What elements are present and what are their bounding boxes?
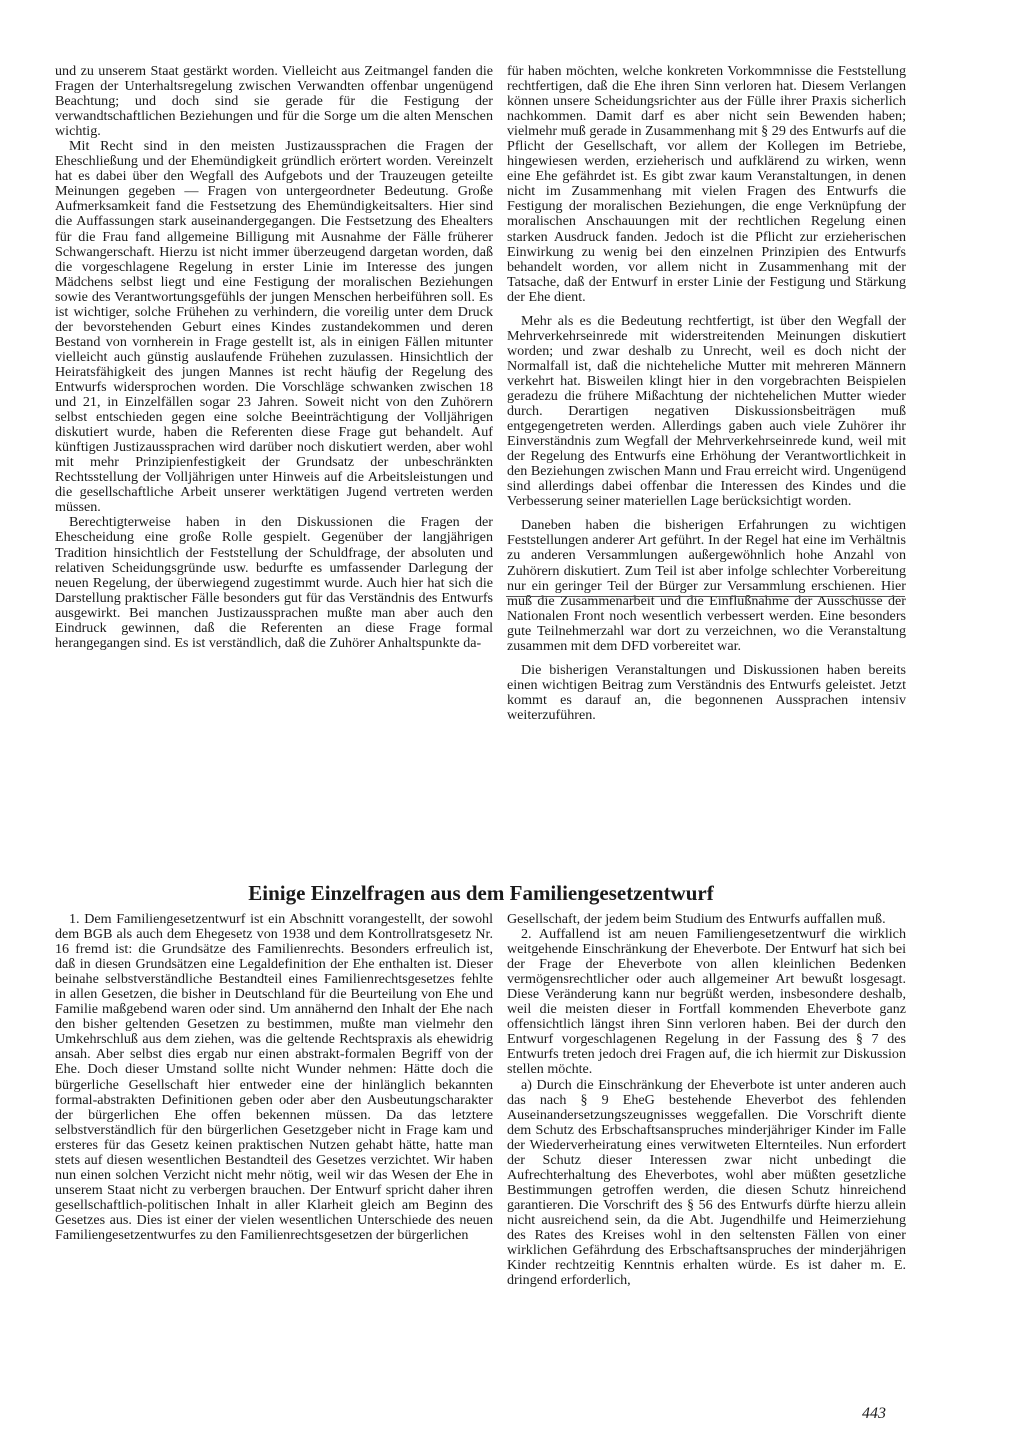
paragraph: 2. Auffallend ist am neuen Familiengesetzentwurf die wirklich weitgehende Einschränkung der Eheverbote. Der Entwurf hat sich bei der Frage der Eheverbote von allen kleinlichen Bedenken vermögensrechtlicher oder auch allgemeiner Art bewußt losgesagt. Diese Veränderung kann nur begrüßt werden, insbesondere deshalb, weil die meisten dieser in Fortfall kommenden Eheverbote ganz offensichtlich längst ihren Sinn verloren haben. Bei der durch den Entwurf vorgeschlagenen Regelung in der Fassung des § 7 des Entwurfs treten jedoch drei Fragen auf, die ich hiermit zur Diskussion stellen möchte. <box>507 926 906 1078</box>
top-right-column <box>507 64 906 723</box>
paragraph: Berechtigterweise haben in den Diskussionen die Fragen der Ehescheidung eine große Rolle gespielt. Gegenüber der langjährigen Tradition hinsichtlich der Feststellung der Schuldfrage, der absoluten und relativen Scheidungsgründe usw. bedurfte es umfassender Darlegung der neuen Regelung, der überwiegend zugestimmt wurde. Auch hier hat sich die Darstellung praktischer Fälle besonders gut für das Verständnis des Entwurfs ausgewirkt. Bei manchen Justizaussprachen mußte man aber auch den Eindruck gewinnen, daß die Referenten an diese Frage formal herangegangen sind. Es ist verständlich, daß die Zuhörer Anhaltspunkte da- <box>55 514 493 651</box>
paragraph: a) Durch die Einschränkung der Eheverbote ist unter anderen auch das nach § 9 EheG bestehende Eheverbot des fehlenden Auseinandersetzungszeugnisses weggefallen. Die Vorschrift diente dem Schutz des Erbschaftsanspruches minderjähriger Kinder im Falle der Wiederverheiratung eines verwitweten Elternteiles. Nun erfordert der Schutz dieser Interessen zwar nicht unbedingt die Aufrechterhaltung des Eheverbotes, wohl aber müßten gesetzliche Bestimmungen getroffen werden, die diesen Schutz hinreichend garantieren. Die Vorschrift des § 56 des Entwurfs dürfte hierzu allein nicht ausreichend sein, da die Abt. Jugendhilfe und Heimerziehung des Rates des Kreises wohl in den seltensten Fällen von einer wirklichen Gefährdung des Erbschaftsanspruches der minderjährigen Kinder rechtzeitig Kenntnis erhalten würde. Es ist daher m. E. dringend erforderlich, <box>507 1076 906 1289</box>
paragraph: und zu unserem Staat gestärkt worden. Vielleicht aus Zeitmangel fanden die Fragen der Unterhaltsregelung zwischen Verwandten offenbar ungenügend Beachtung; und doch sind sie gerade für die Festigung der verwandtschaftlichen Beziehungen und für die Sorge um die alten Menschen wichtig. <box>55 63 493 140</box>
page-number: 443 <box>862 1405 886 1422</box>
paragraph: Daneben haben die bisherigen Erfahrungen zu wichtigen Feststellungen anderer Art geführt. In der Regel hat eine im Verhältnis zu anderen Versammlungen außergewöhnlich hohe Anzahl von Zuhörern diskutiert. Zum Teil ist aber infolge schlechter Vorbereitung nur ein geringer Teil der Bürger zur Versammlung erschienen. Hier muß die Zusammenarbeit und die Einflußnahme der Ausschüsse der Nationalen Front noch wesentlich verbessert werden. Eine besonders gute Teilnehmerzahl war dort zu verzeichnen, wo die Veranstaltung zusammen mit dem DFD vorbereitet war. <box>507 517 906 654</box>
paragraph: Mit Recht sind in den meisten Justizaussprachen die Fragen der Eheschließung und der Ehemündigkeit gründlich erörtert worden. Vereinzelt hat es dabei über den Wegfall des Aufgebots und der Trauzeugen geteilte Meinungen gegeben — Fragen von untergeordneter Bedeutung. Große Aufmerksamkeit fand die Festsetzung des Ehemündigkeitsalters. Hier sind die Auffassungen stark auseinandergegangen. Die Festsetzung des Ehealters für die Frau fand allgemeine Billigung mit Ausnahme der Fälle früherer Schwangerschaft. Hierzu ist nicht immer überzeugend dargetan worden, daß die vorgeschlagene Regelung in erster Linie im Interesse des jungen Mädchens selbst liegt und eine Festigung der moralischen Beziehungen sowie des Verantwortungsgefühls der jungen Menschen herbeiführen soll. Es ist wichtiger, solche Frühehen zu verhindern, die voreilig unter dem Druck der bevorstehenden Geburt eines Kindes zustandekommen und deren Bestand von vornherein in Frage gestellt ist, als in einigen Fällen mitunter vielleicht auch günstig auslaufende Frühehen zuzulassen. Hinsichtlich der Heiratsfähigkeit des jungen Mannes ist recht häufig der Regelung des Entwurfs widersprochen worden. Die Vorschläge schwanken zwischen 18 und 21, in Einzelfällen sogar 23 Jahren. Soweit nicht von den Zuhörern selbst entschieden gegen eine solche Beeinträchtigung der Volljährigen diskutiert wurde, haben die Referenten diese Frage gut behandelt. Auf künftigen Justizaussprachen wird darüber noch diskutiert werden, aber wohl mit mehr Prinzipienfestigkeit der Grundsatz der unbeschränkten Rechtsstellung der Volljährigen unter Hinweis auf die Arbeitsleistungen und die gesellschaftliche Arbeit unserer werktätigen Jugend vertreten werden müssen. <box>55 138 493 516</box>
paragraph: für haben möchten, welche konkreten Vorkommnisse die Feststellung rechtfertigen, daß die Ehe ihren Sinn verloren hat. Diesem Verlangen können unsere Scheidungsrichter aus der Fülle ihrer Praxis sicherlich nachkommen. Damit darf es aber nicht sein Bewenden haben; vielmehr muß gerade in Zusammenhang mit § 29 des Entwurfs auf die Pflicht der Gesellschaft, vor allem der Kollegen im Betriebe, hingewiesen werden, erzieherisch und aufklärend zu wirken, wenn eine Ehe gefährdet ist. Es gibt zwar kaum Veranstaltungen, in denen nicht im Zusammenhang mit vielen Fragen des Entwurfs die Festigung der moralischen Beziehungen, die enge Verknüpfung der moralischen Anschauungen mit der rechtlichen Regelung einen starken Ausdruck fanden. Jedoch ist die Pflicht zur erzieherischen Einwirkung zu wenig bei den einzelnen Prinzipien des Entwurfs behandelt worden, vor allem nicht in Zusammenhang mit der Tatsache, daß der Entwurf in erster Linie der Festigung und Stärkung der Ehe dient. <box>507 63 906 305</box>
paragraph: Gesellschaft, der jedem beim Studium des Entwurfs auffallen muß. <box>507 911 886 927</box>
paragraph: Mehr als es die Bedeutung rechtfertigt, ist über den Wegfall der Mehrverkehrseinrede mit widerstreitenden Meinungen diskutiert worden; und zwar deshalb zu Unrecht, weil es doch nicht der Normalfall ist, daß die nichteheliche Mutter mit mehreren Männern verkehrt hat. Bisweilen klingt hier in den vorgebrachten Beispielen geradezu die frühere Mißachtung der nichtehelichen Mutter wieder durch. Derartigen negativen Diskussionsbeiträgen muß entgegengetreten werden. Allerdings gaben auch viele Zuhörer ihr Einverständnis zum Wegfall der Mehrverkehrseinrede kund, weil mit der Regelung des Entwurfs eine Erhöhung der Verantwortlichkeit in den Beziehungen zwischen Mann und Frau erreicht wird. Ungenügend sind allerdings dabei offenbar die Interessen des Kindes und die Verbesserung seiner materiellen Lage berücksichtigt worden. <box>507 312 906 510</box>
bottom-right-column <box>507 912 906 1288</box>
paragraph: 1. Dem Familiengesetzentwurf ist ein Abschnitt vorangestellt, der sowohl dem BGB als auch dem Ehegesetz von 1938 und dem Kontrollratsgesetz Nr. 16 fremd ist: die Grundsätze des Familienrechts. Besonders erfreulich ist, daß in diesen Grundsätzen eine Legaldefinition der Ehe enthalten ist. Dieser beinahe selbstverständliche Bestandteil eines Familienrechtsgesetzes fehlte in allen Gesetzen, die bisher in Deutschland für die Beurteilung von Ehe und Familie maßgebend waren oder sind. Um annähernd den Inhalt der Ehe nach den bisher geltenden Gesetzen zu bestimmen, mußte man vielmehr den Umkehrschluß aus dem ziehen, was die geltende Rechtspraxis als ehewidrig ansah. Aber selbst dies ergab nur einen abstrakt-formalen Begriff von der Ehe. Doch dieser Umstand sollte nicht Wunder nehmen: Hätte doch die bürgerliche Gesellschaft hier entweder eine der hinlänglich bekannten formal-abstrakten Definitionen geben oder aber den Ausbeutungscharakter der bürgerlichen Ehe offen bekennen müssen. Da das letztere selbstverständlich für den bürgerlichen Gesetzgeber nicht in Frage kam und ersteres für das Gesetz keinen praktischen Nutzen gehabt hätte, hatte man stets auf diesen wesentlichen Bestandteil des Gesetzes verzichtet. Wir haben nun einen solchen Verzicht nicht mehr nötig, weil wir das Wesen der Ehe in unserem Staat nicht zu verbergen brauchen. Der Entwurf spricht daher ihren gesellschaftlich-politischen Inhalt in aller Klarheit gleich am Beginn des Gesetzes aus. Dies ist einer der vielen wesentlichen Unterschiede des neuen Familiengesetzentwurfes zu den Familienrechtsgesetzen der bürgerlichen <box>55 911 493 1243</box>
paragraph: Die bisherigen Veranstaltungen und Diskussionen haben bereits einen wichtigen Beitrag zum Verständnis des Entwurfs geleistet. Jetzt kommt es darauf an, die begonnenen Aussprachen intensiv weiterzuführen. <box>507 661 906 723</box>
bottom-left-column <box>55 912 493 1243</box>
top-left-column <box>55 64 493 651</box>
section-title: Einige Einzelfragen aus dem Familiengesetzentwurf <box>248 881 714 905</box>
section-divider <box>506 596 905 597</box>
